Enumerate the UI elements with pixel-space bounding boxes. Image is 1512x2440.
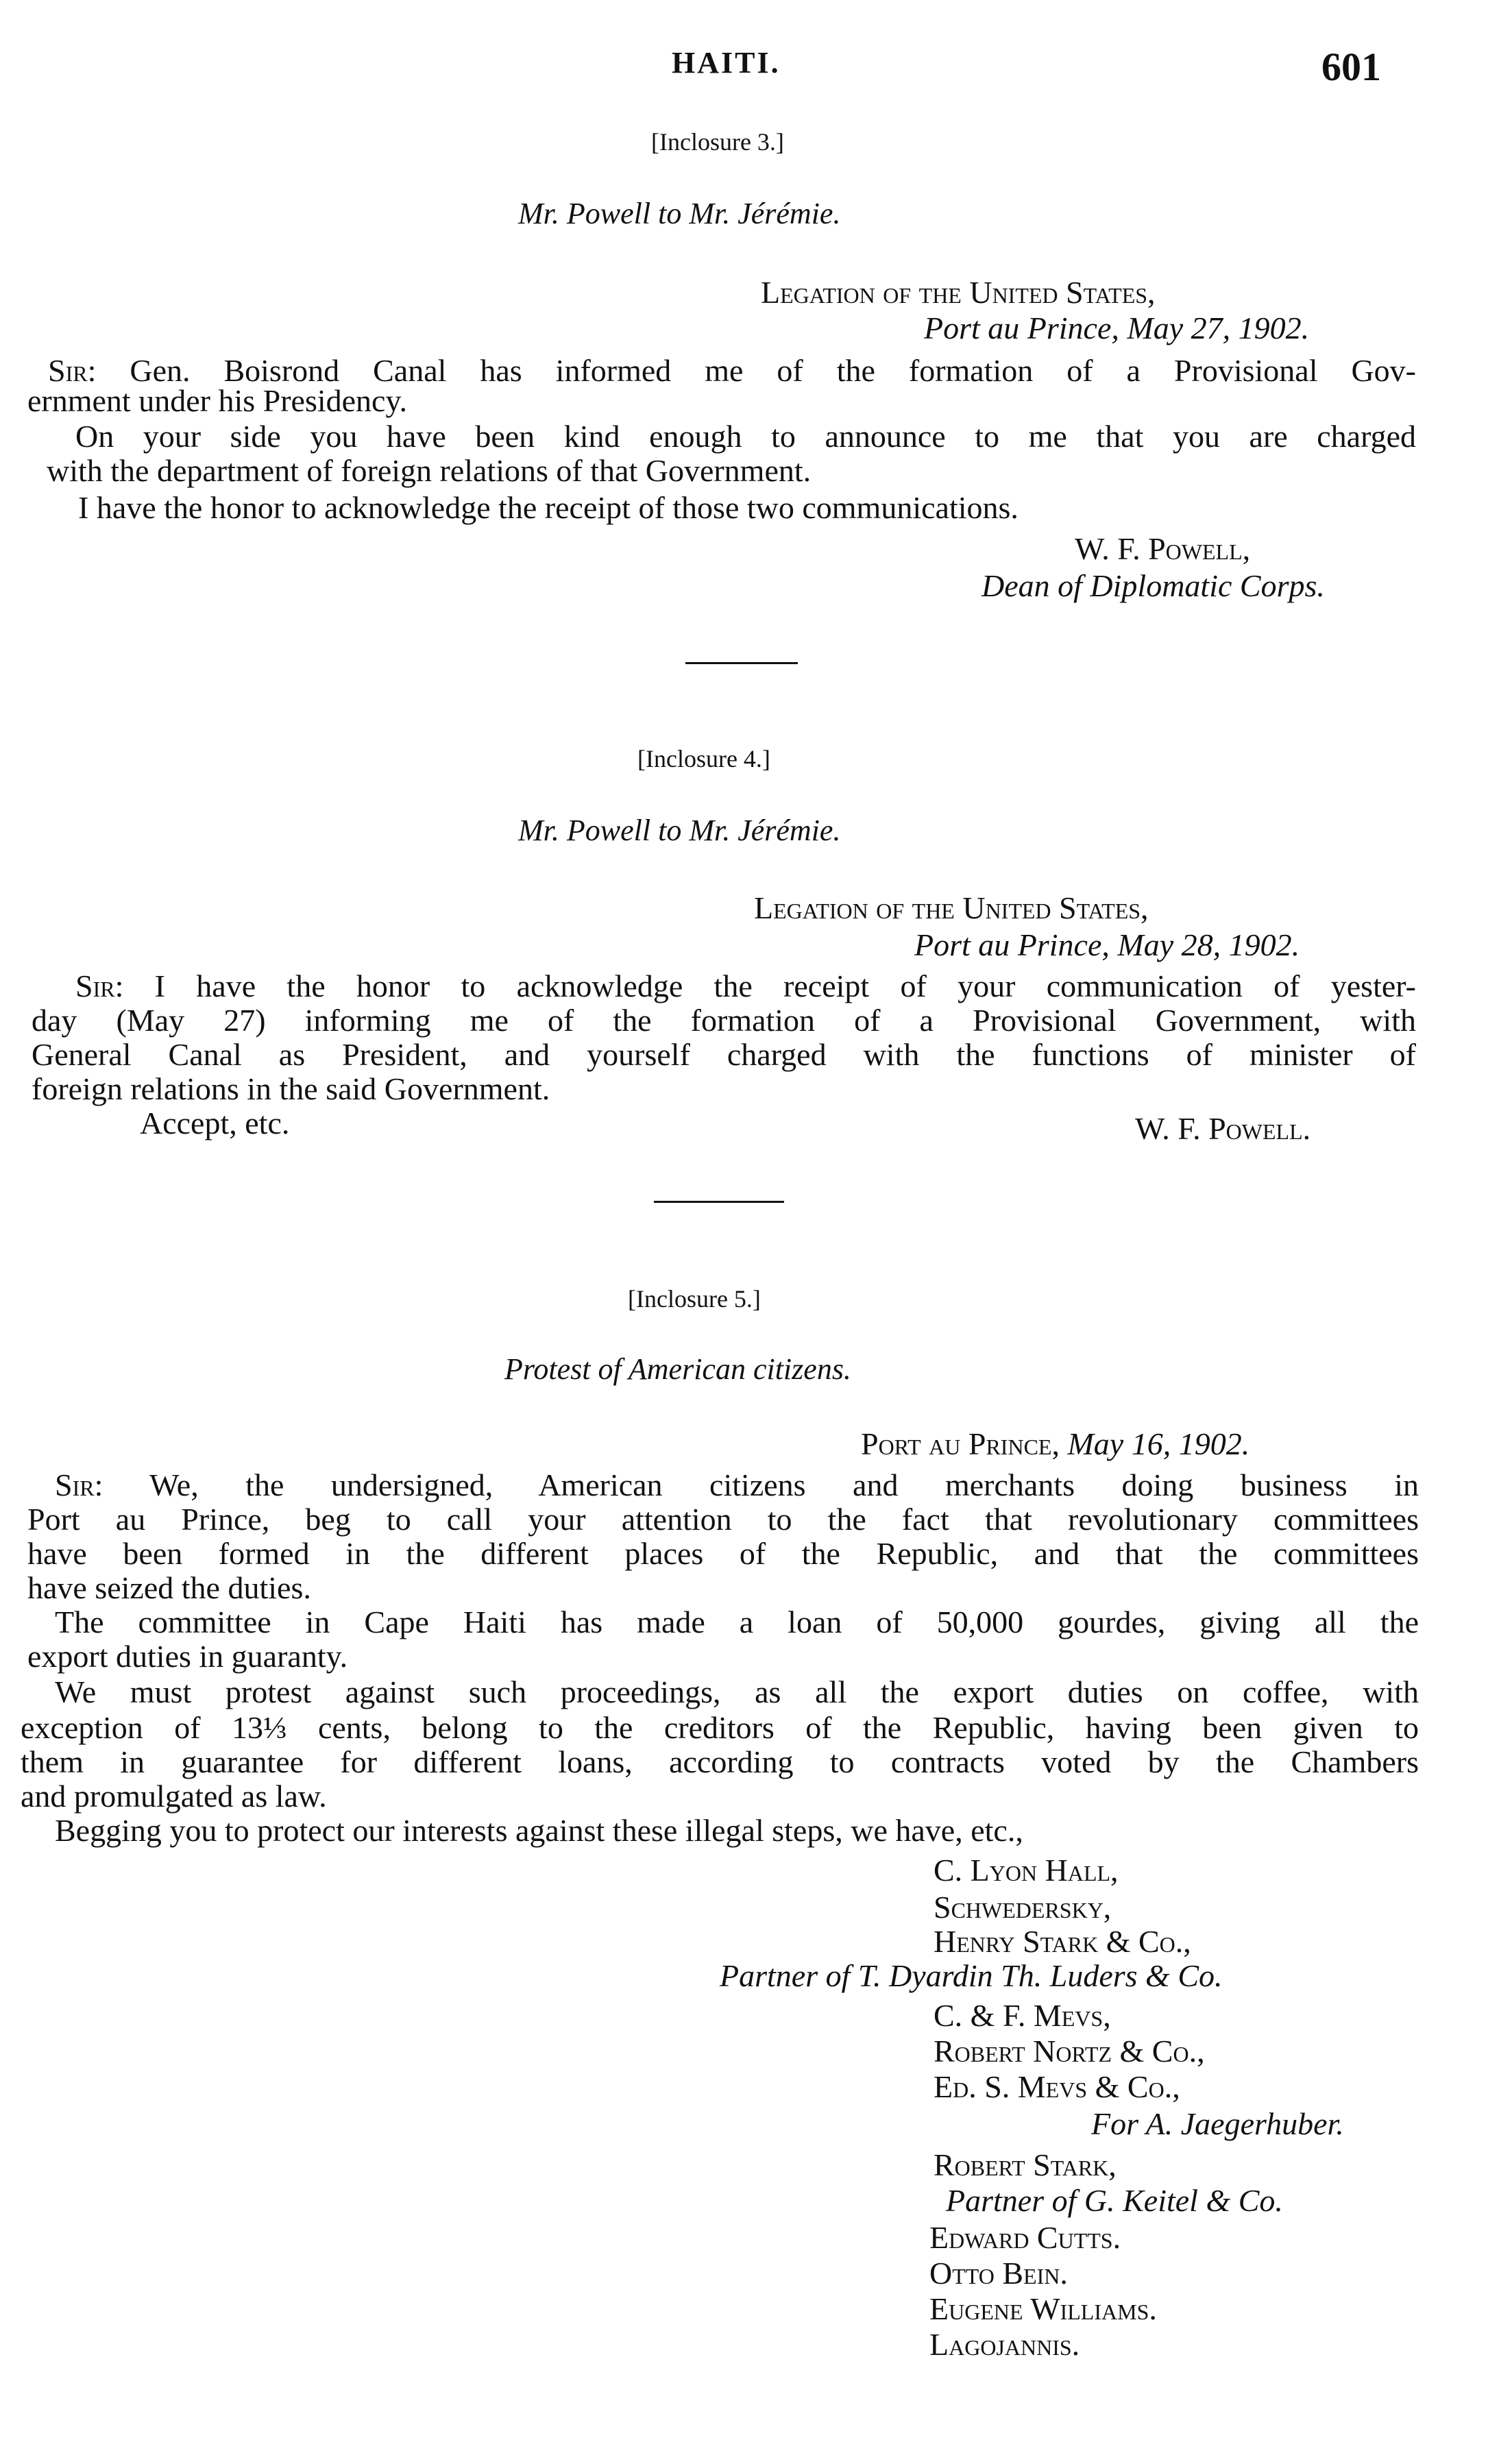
- body-line: On your side you have been kind enough to announce to me that you are charged: [75, 419, 1416, 454]
- letter-heading: Mr. Powell to Mr. Jérémie.: [518, 197, 841, 230]
- body-line: Sir: Gen. Boisrond Canal has informed me of the formation of a Provisional Gov-: [48, 353, 1416, 388]
- signature-name: W. F. Powell,: [1075, 531, 1251, 566]
- signatory: C. & F. Mevs,: [934, 1998, 1111, 2033]
- address-line-2: Port au Prince, May 28, 1902.: [914, 927, 1300, 962]
- body-line: I have the honor to acknowledge the receipt of those two communications.: [78, 490, 1019, 525]
- body-line: Port au Prince, beg to call your attention to the fact that revolutionary committees: [27, 1502, 1419, 1537]
- address-line-1: Legation of the United States,: [761, 275, 1156, 310]
- body-line: Sir: We, the undersigned, American citizens and merchants doing business in: [55, 1467, 1419, 1502]
- body-line: General Canal as President, and yourself charged with the functions of minister of: [32, 1037, 1416, 1072]
- section-divider: [685, 662, 798, 664]
- signatory-note: For A. Jaegerhuber.: [1091, 2106, 1344, 2141]
- body-line: foreign relations in the said Government.: [32, 1071, 550, 1106]
- inclosure-label: [Inclosure 4.]: [637, 745, 770, 772]
- body-line: We must protest against such proceedings, as all the export duties on coffee, with: [55, 1674, 1419, 1709]
- body-line: have seized the duties.: [27, 1570, 311, 1605]
- inclosure-label: [Inclosure 3.]: [651, 128, 784, 156]
- signatory: Edward Cutts.: [929, 2220, 1121, 2255]
- body-line: Sir: I have the honor to acknowledge the receipt of your communication of yester-: [75, 968, 1416, 1003]
- closing: Accept, etc.: [140, 1106, 290, 1140]
- signatory: Schwedersky,: [934, 1890, 1112, 1925]
- section-divider: [654, 1201, 784, 1203]
- signatory: Lagojannis.: [929, 2327, 1080, 2362]
- signature-title: Dean of Diplomatic Corps.: [981, 568, 1325, 603]
- address-line-2: Port au Prince, May 27, 1902.: [924, 310, 1310, 345]
- letter-heading: Mr. Powell to Mr. Jérémie.: [518, 814, 841, 847]
- body-line: The committee in Cape Haiti has made a loan of 50,000 gourdes, giving all the: [55, 1605, 1419, 1639]
- signatory: Henry Stark & Co.,: [934, 1924, 1191, 1959]
- body-line: Begging you to protect our interests against these illegal steps, we have, etc.,: [55, 1813, 1023, 1848]
- body-line: ernment under his Presidency.: [27, 383, 407, 418]
- address-line-1: Legation of the United States,: [754, 890, 1149, 925]
- signatory: C. Lyon Hall,: [934, 1853, 1119, 1888]
- body-line: exception of 13⅓ cents, belong to the creditors of the Republic, having been given to: [21, 1710, 1419, 1745]
- salutation: Sir:: [55, 1467, 103, 1502]
- letter-heading: Protest of American citizens.: [504, 1352, 851, 1386]
- signatory: Robert Nortz & Co.,: [934, 2034, 1205, 2069]
- salutation: Sir:: [48, 353, 97, 388]
- salutation: Sir:: [75, 968, 124, 1003]
- page-number: 601: [1321, 45, 1381, 89]
- inclosure-label: [Inclosure 5.]: [628, 1285, 761, 1313]
- place-date: Port au Prince, May 16, 1902.: [861, 1426, 1250, 1461]
- body-line: and promulgated as law.: [21, 1779, 327, 1814]
- body-line: with the department of foreign relations of that Government.: [47, 453, 812, 488]
- signature-name: W. F. Powell.: [1135, 1111, 1311, 1146]
- body-line: export duties in guaranty.: [27, 1639, 348, 1674]
- signatory-note: Partner of G. Keitel & Co.: [946, 2183, 1283, 2218]
- signatory-note: Partner of T. Dyardin Th. Luders & Co.: [720, 1958, 1223, 1993]
- body-line: them in guarantee for different loans, according to contracts voted by the Chambers: [21, 1744, 1419, 1779]
- body-line: day (May 27) informing me of the formation of a Provisional Government, with: [32, 1003, 1416, 1038]
- body-line: have been formed in the different places of the Republic, and that the committees: [27, 1536, 1419, 1571]
- signatory: Otto Bein.: [929, 2256, 1068, 2291]
- running-head: HAITI.: [672, 46, 781, 80]
- signatory: Eugene Williams.: [929, 2291, 1157, 2326]
- signatory: Ed. S. Mevs & Co.,: [934, 2069, 1180, 2104]
- signatory: Robert Stark,: [934, 2147, 1117, 2182]
